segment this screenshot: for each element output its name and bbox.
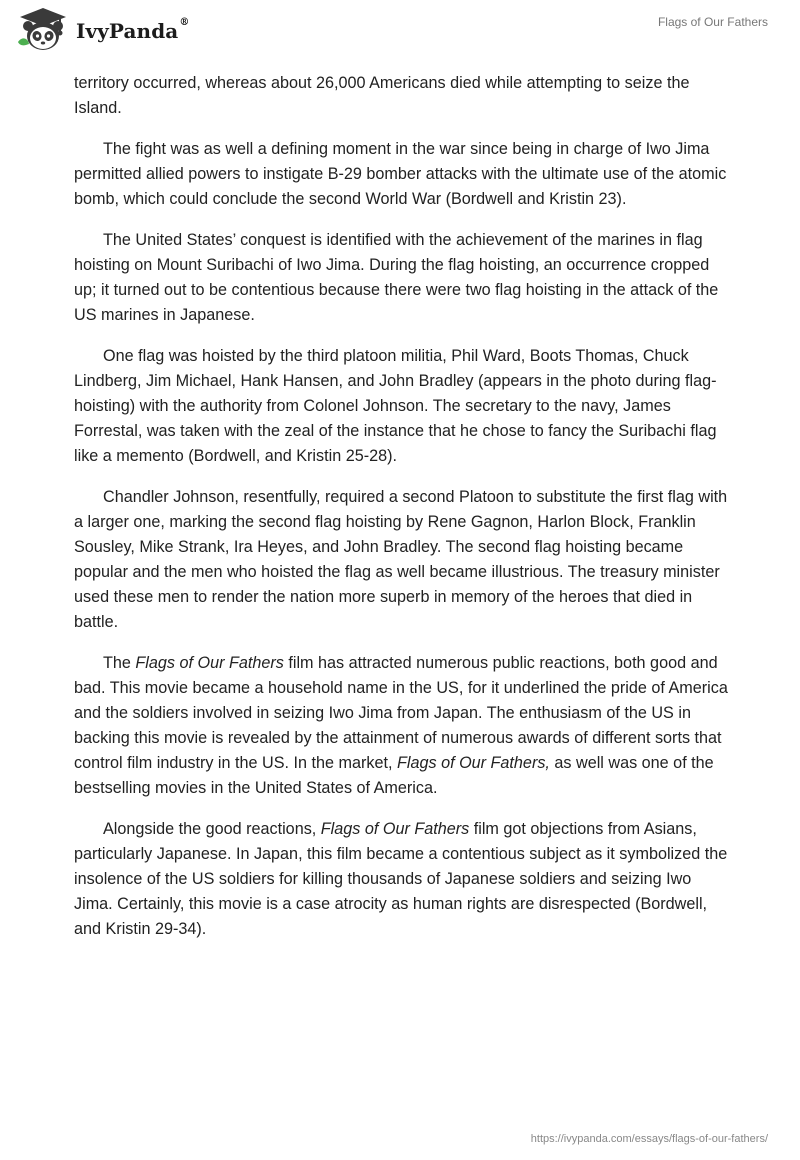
paragraph-text: territory occurred, whereas about 26,000 Americans died while attempting to seize the Island. [74,74,690,117]
essay-paragraph [74,228,734,328]
paragraph-text: The United States’ conquest is identified with the achievement of the marines in flag hoisting on Mount Suribachi of Iwo Jima. During the flag hoisting, an occurrence cropped up; it turned out to be contentious because there were two flag hoisting in the attack of the US marines in Japanese. [74,231,719,324]
registered-mark: ® [179,17,190,28]
paragraph-text: One flag was hoisted by the third platoon militia, Phil Ward, Boots Thomas, Chuck Lindberg, Jim Michael, Hank Hansen, and John Bradley (appears in the photo during flag-hoisting) with the authority from Colonel Johnson. The secretary to the navy, James Forrestal, was taken with the zeal of the instance that he chose to fancy the Suribachi flag like a memento (Bordwell, and Kristin 25-28). [74,347,717,465]
film-title-italic: Flags of Our Fathers, [396,754,550,772]
source-url: https://ivypanda.com/essays/flags-of-our-fathers/ [530,1133,768,1145]
essay-paragraph [74,137,734,212]
brand-name: IvyPanda® [76,17,190,43]
paragraph-text: film has attracted numerous public reactions, both good and bad. This movie became a household name in the US, for it underlined the pride of America and the soldiers involved in seizing Iwo Jima from Japan. The enthusiasm of the US in backing this movie is revealed by the attainment of numerous awards of different sorts that control film industry in the US. In the market, [74,654,728,772]
essay-paragraph [74,817,734,942]
paragraph-text: The fight was as well a defining moment in the war since being in charge of Iwo Jima permitted allied powers to instigate B-29 bomber attacks with the ultimate use of the atomic bomb, which could conclude the second World War (Bordwell and Kristin 23). [74,140,727,208]
paragraph-text: The [103,654,136,672]
essay-paragraph [74,651,734,801]
film-title-italic: Flags of Our Fathers [320,820,470,838]
paragraph-text: as well was one of the bestselling movies in the United States of America. [74,754,714,797]
essay-body [74,71,734,958]
essay-paragraph [74,71,734,121]
page-title: Flags of Our Fathers [657,15,768,29]
essay-paragraph [74,485,734,635]
film-title-italic: Flags of Our Fathers [135,654,284,672]
paragraph-text: Alongside the good reactions, [103,820,321,838]
brand-logo[interactable] [14,6,189,52]
panda-graduate-icon [14,6,72,52]
essay-paragraph [74,344,734,469]
paragraph-text: Chandler Johnson, resentfully, required a second Platoon to substitute the first flag with a larger one, marking the second flag hoisting by Rene Gagnon, Harlon Block, Franklin Sousley, Mike Strank, Ira Heyes, and John Bradley. The second flag hoisting became popular and the men who hoisted the flag as well became illustrious. The treasury minister used these men to render the nation more superb in memory of the heroes that died in battle. [74,488,728,631]
paragraph-text: film got objections from Asians, particularly Japanese. In Japan, this film became a contentious subject as it symbolized the insolence of the US soldiers for killing thousands of Japanese soldiers and seizing Iwo Jima. Certainly, this movie is a case atrocity as human rights are disrespected (Bordwell, and Kristin 29-34). [74,820,728,938]
